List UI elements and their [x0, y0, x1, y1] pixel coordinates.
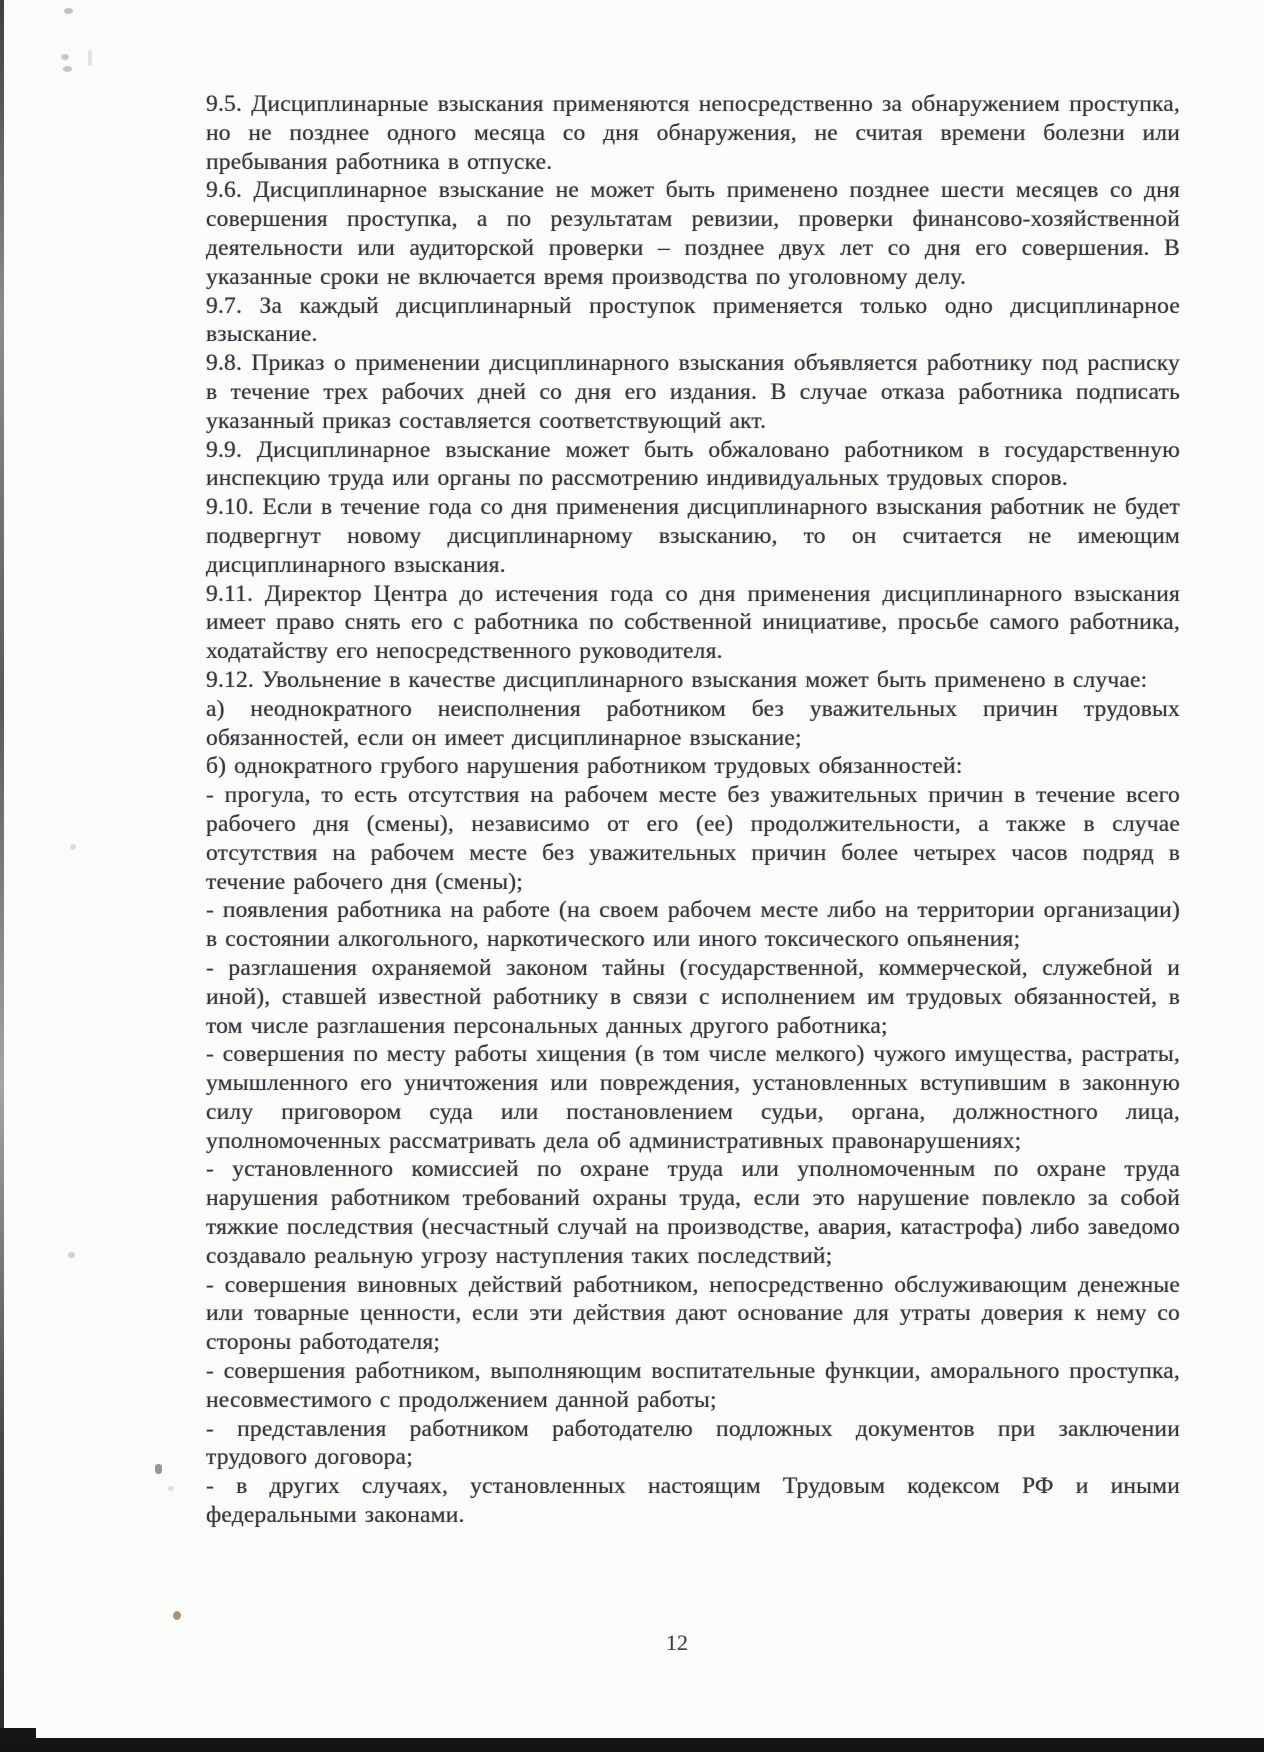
scan-artifact-bottom-notch	[0, 1728, 36, 1738]
scan-speck	[64, 8, 73, 14]
scan-speck	[168, 1486, 174, 1491]
document-body-text	[206, 90, 1180, 1530]
clause-9-12-item-a: а) неоднократного неисполнения работником без уважительных причин трудовых обязанностей, если он имеет дисциплинарное взыскание;	[206, 695, 1180, 751]
clause-9-11: 9.11. Директор Центра до истечения года со дня применения дисциплинарного взыскания имеет право снять его с работника по собственной инициативе, просьбе самого работника, ходатайству его непосредственного руководителя.	[206, 580, 1180, 665]
scan-artifact-left-edge	[0, 0, 4, 1752]
bullet-theft: - совершения по месту работы хищения (в том числе мелкого) чужого имущества, растраты, умышленного его уничтожения или повреждения, установленных вступившим в законную силу приговором суда или постановлением судьи, органа, должностного лица, уполномоченных рассматривать дела об административных правонарушениях;	[206, 1041, 1180, 1154]
scan-speck	[70, 844, 76, 850]
scan-speck	[68, 1252, 75, 1258]
scan-speck	[88, 50, 92, 66]
scan-speck	[173, 1611, 181, 1620]
scan-speck	[61, 54, 69, 60]
bullet-safety-violation: - установленного комиссией по охране труда или уполномоченным по охране труда нарушения работником требований охраны труда, если это нарушение повлекло за собой тяжкие последствия (несчастный случай на производстве, авария, катастрофа) либо заведомо создавало реальную угрозу наступления таких последствий;	[206, 1156, 1180, 1269]
scan-artifact-bottom-edge	[0, 1738, 1264, 1752]
clause-9-8: 9.8. Приказ о применении дисциплинарного взыскания объявляется работнику под расписку в течение трех рабочих дней со дня его издания. В случае отказа работника подписать указанный приказ составляется соответствующий акт.	[206, 350, 1180, 434]
bullet-loss-of-trust: - совершения виновных действий работником, непосредственно обслуживающим денежные или товарные ценности, если эти действия дают основание для утраты доверия к нему со стороны работодателя;	[206, 1271, 1180, 1356]
bullet-forged-documents: - представления работником работодателю подложных документов при заключении трудового договора;	[206, 1415, 1180, 1471]
clause-9-12: 9.12. Увольнение в качестве дисциплинарного взыскания может быть применено в случае:	[206, 666, 1148, 693]
clause-9-5: 9.5. Дисциплинарные взыскания применяются непосредственно за обнаружением проступка, но не позднее одного месяца со дня обнаружения, не считая времени болезни или пребывания работника в отпуске.	[206, 91, 1180, 175]
bullet-secrets-disclosure: - разглашения охраняемой законом тайны (государственной, коммерческой, служебной и иной), ставшей известной работнику в связи с исполнением им трудовых обязанностей, в том числе разглашения персональных данных другого работника;	[206, 954, 1180, 1039]
clause-9-6: 9.6. Дисциплинарное взыскание не может быть применено позднее шести месяцев со дня совершения проступка, а по результатам ревизии, проверки финансово-хозяйственной деятельности или аудиторской проверки – позднее двух лет со дня его совершения. В указанные сроки не включается время производства по уголовному делу.	[206, 177, 1180, 290]
page-number: 12	[666, 1630, 688, 1655]
bullet-intoxication: - появления работника на работе (на своем рабочем месте либо на территории организации) в состоянии алкогольного, наркотического или иного токсического опьянения;	[206, 897, 1180, 953]
bullet-absenteeism: - прогула, то есть отсутствия на рабочем месте без уважительных причин в течение всего рабочего дня (смены), независимо от его (ее) продолжительности, а также в случае отсутствия на рабочем месте без уважительных причин более четырех часов подряд в течение рабочего дня (смены);	[206, 782, 1180, 895]
clause-9-12-item-b: б) однократного грубого нарушения работником трудовых обязанностей:	[206, 753, 963, 780]
scan-speck	[155, 1464, 162, 1474]
bullet-other-cases: - в других случаях, установленных настоящим Трудовым кодексом РФ и иными федеральными законами.	[206, 1473, 1180, 1529]
clause-9-7: 9.7. За каждый дисциплинарный проступок применяется только одно дисциплинарное взыскание.	[206, 292, 1180, 348]
clause-9-10: 9.10. Если в течение года со дня применения дисциплинарного взыскания работник не будет подвергнут новому дисциплинарному взысканию, то он считается не имеющим дисциплинарного взыскания.	[206, 494, 1180, 578]
clause-9-9: 9.9. Дисциплинарное взыскание может быть обжаловано работником в государственную инспекцию труда или органы по рассмотрению индивидуальных трудовых споров.	[206, 436, 1180, 492]
scan-speck	[63, 66, 72, 72]
bullet-immoral-act: - совершения работником, выполняющим воспитательные функции, аморального проступка, несовместимого с продолжением данной работы;	[206, 1358, 1180, 1413]
